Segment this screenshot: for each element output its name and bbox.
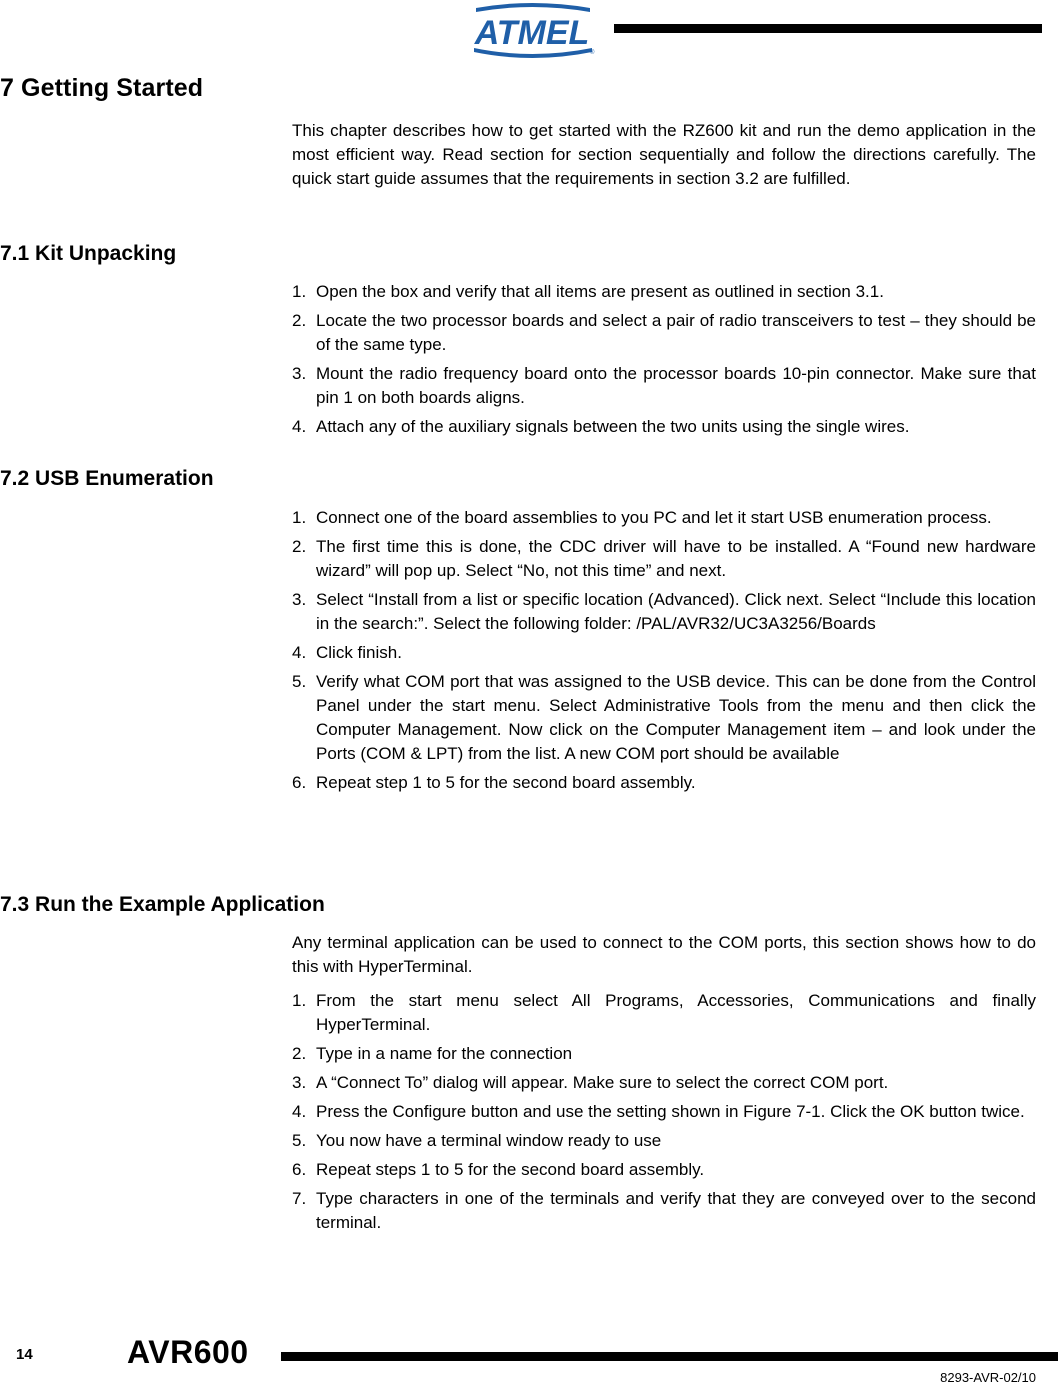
list-item: 5. You now have a terminal window ready to use	[292, 1131, 662, 1150]
chapter-title: 7 Getting Started	[0, 74, 204, 102]
list-item: 1. Connect one of the board assemblies to you PC and let it start USB enumeration process.	[292, 508, 992, 527]
header-rule	[614, 24, 1042, 33]
list-item: 3. Mount the radio frequency board onto the processor boards 10-pin connector. Make sure that pin 1 on both boards aligns.	[292, 364, 1036, 407]
list-item: 4. Attach any of the auxiliary signals between the two units using the single wires.	[292, 417, 910, 436]
run-example-intro: Any terminal application can be used to connect to the COM ports, this section shows how to do this with HyperTerminal.	[292, 933, 1036, 976]
list-item: 4. Press the Configure button and use the setting shown in Figure 7-1. Click the OK button twice.	[292, 1102, 1025, 1121]
list-item: 3. A “Connect To” dialog will appear. Make sure to select the correct COM port.	[292, 1073, 889, 1092]
svg-text:®: ®	[590, 50, 595, 56]
list-item: 1. Open the box and verify that all items are present as outlined in section 3.1.	[292, 282, 884, 301]
chapter-intro: This chapter describes how to get started with the RZ600 kit and run the demo application in the most efficient way. Read section for section sequentially and follow the directions carefully. The quick start guide assumes that the requirements in section 3.2 are fulfilled.	[292, 121, 1036, 188]
list-item: 4. Click finish.	[292, 643, 402, 662]
list-item: 6. Repeat steps 1 to 5 for the second board assembly.	[292, 1160, 705, 1179]
section-title-run-example: 7.3 Run the Example Application	[0, 893, 325, 916]
list-item: 2. The first time this is done, the CDC driver will have to be installed. A “Found new hardware wizard” will pop up. Select “No, not this time” and next.	[292, 537, 1036, 580]
list-item: 1. From the start menu select All Programs, Accessories, Communications and finally HyperTerminal.	[292, 991, 1036, 1034]
list-item: 2. Locate the two processor boards and select a pair of radio transceivers to test – they should be of the same type.	[292, 311, 1036, 354]
page-number: 14	[16, 1346, 33, 1363]
section-title-usb-enumeration: 7.2 USB Enumeration	[0, 467, 214, 490]
list-item: 5. Verify what COM port that was assigned to the USB device. This can be done from the Control Panel under the start menu. Select Administrative Tools from the menu and then click the Computer Management. Now click on the Computer Management item – and look under the Ports (COM & LPT) from the list. A new COM port should be available	[292, 672, 1036, 763]
atmel-logo	[468, 2, 596, 58]
list-item: 2. Type in a name for the connection	[292, 1044, 573, 1063]
list-item: 6. Repeat step 1 to 5 for the second board assembly.	[292, 773, 696, 792]
usb-enumeration-steps	[292, 506, 1036, 800]
footer-doc-title: AVR600	[127, 1334, 249, 1370]
run-example-steps	[292, 989, 1036, 1240]
list-item: 3. Select “Install from a list or specific location (Advanced). Click next. Select “Include this location in the search:”. Select the following folder: /PAL/AVR32/UC3A3256/Boards	[292, 590, 1036, 633]
footer-doc-code: 8293-AVR-02/10	[940, 1370, 1036, 1385]
logo-text: ATMEL	[474, 14, 590, 52]
kit-unpacking-steps	[292, 280, 1036, 444]
section-title-kit-unpacking: 7.1 Kit Unpacking	[0, 242, 177, 265]
footer-rule	[281, 1352, 1058, 1361]
list-item: 7. Type characters in one of the terminals and verify that they are conveyed over to the second terminal.	[292, 1189, 1036, 1232]
